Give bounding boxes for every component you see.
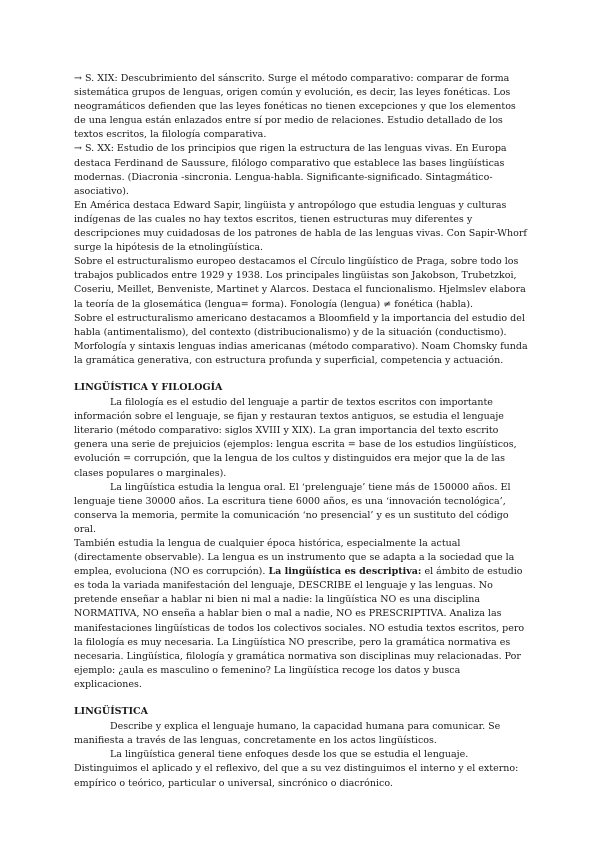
paragraph-european-structuralism: Sobre el estructuralismo europeo destacamos el Círculo lingüístico de Praga, sobre todo los trabajos publicados entre 1929 y 1938. Los principales lingüistas son Jakobson, Trubetzkoi, Coseriu, Meillet, Benveniste, Martinet y Alarcos. Destaca el funcionalismo. Hjelmslev elabora la teoría de la glosemática (lengua= forma). Fonología (lengua) ≠ fonética (habla). (74, 256, 526, 310)
document-page (74, 72, 528, 791)
paragraph-filologia: La filología es el estudio del lenguaje a partir de textos escritos con importante información sobre el lenguaje, se fijan y restauran textos antiguos, se estudia el lenguaje literario (método comparativo: siglos XVIII y XIX). La gran importancia del texto escrito genera una serie de prejuicios (ejemplos: lengua escrita = base de los estudios lingüísticos, evolución = corrupción, que la lengua de los cultos y distinguidos era mejor que la de las clases populares o marginales). (74, 397, 517, 479)
paragraph-descriptiva (74, 537, 528, 692)
descriptiva-text-start: También estudia la lengua de cualquier época histórica, especialmente la actual (directamente observable). La lengua es un instrumento que se adapta a la sociedad que la emplea, evoluciona (NO es corrupción). (74, 538, 515, 578)
descriptiva-text-end: el ámbito de estudio es toda la variada manifestación del lenguaje, DESCRIBE el lenguaje y las lenguas. No pretende enseñar a hablar ni bien ni mal a nadie: la lingüística NO es una disciplina NORMATIVA, NO enseña a hablar bien o mal a nadie, NO es PRESCRIPTIVA. Analiza las manifestaciones lingüísticas de todos los colectivos sociales. NO estudia textos escritos, pero la filología es muy necesaria. La Lingüística NO prescribe, pero la gramática normativa es necesaria. Lingüística, filología y gramática normativa son disciplinas muy relacionadas. Por ejemplo: ¿aula es masculino o femenino? La lingüística recoge los datos y busca explicaciones. (74, 566, 525, 690)
section-heading-linguistica: LINGÜÍSTICA (74, 706, 148, 718)
paragraph-american-structuralism: Sobre el estructuralismo americano destacamos a Bloomfield y la importancia del estudio del habla (antimentalismo), del contexto (distribucionalismo) y de la situación (conductismo). Morfología y sintaxis lenguas indias americanas (método comparativo). Noam Chomsky funda la gramática generativa, con estructura profunda y superficial, competencia y actuación. (74, 312, 528, 366)
paragraph-s-xix: → S. XIX: Descubrimiento del sánscrito. Surge el método comparativo: comparar de forma sistemática grupos de lenguas, origen común y evolución, es decir, las leyes fonéticas. Los neogramáticos defienden que las leyes fonéticas no tienen excepciones y que los elementos de una lengua están enlazados entre sí por medio de relaciones. Estudio detallado de los textos escritos, la filología comparativa. (74, 73, 516, 141)
paragraph-describe: Describe y explica el lenguaje humano, la capacidad humana para comunicar. Se manifiesta a través de las lenguas, concretamente en los actos lingüísticos. (74, 721, 501, 747)
paragraph-lengua-oral: La lingüística estudia la lengua oral. El ‘prelenguaje’ tiene más de 150000 años. El lenguaje tiene 30000 años. La escritura tiene 6000 años, es una ‘innovación tecnológica’, conserva la memoria, permite la comunicación ‘no presencial’ y es un sustituto del código oral. (74, 481, 511, 535)
paragraph-s-xx: → S. XX: Estudio de los principios que rigen la estructura de las lenguas vivas. En Europa destaca Ferdinand de Saussure, filólogo comparativo que establece las bases lingüísticas modernas. (Diacronia -sincronia. Lengua-habla. Significante-significado. Sintagmático- asociativo). (74, 143, 507, 197)
section-heading-linguistica-filologia: LINGÜÍSTICA Y FILOLOGÍA (74, 381, 223, 393)
descriptiva-bold-phrase: La lingüística es descriptiva: (268, 566, 422, 578)
paragraph-enfoques: La lingüística general tiene enfoques desde los que se estudia el lenguaje. Distinguimos el aplicado y el reflexivo, del que a su vez distinguimos el interno y el externo: empírico o teórico, particular o universal, sincrónico o diacrónico. (74, 749, 519, 789)
paragraph-america-sapir: En América destaca Edward Sapir, lingüista y antropólogo que estudia lenguas y culturas indígenas de las cuales no hay textos escritos, tienen estructuras muy diferentes y descripciones muy cuidadosas de los patrones de habla de las lenguas vivas. Con Sapir-Whorf surge la hipótesis de la etnolingüística. (74, 199, 527, 254)
